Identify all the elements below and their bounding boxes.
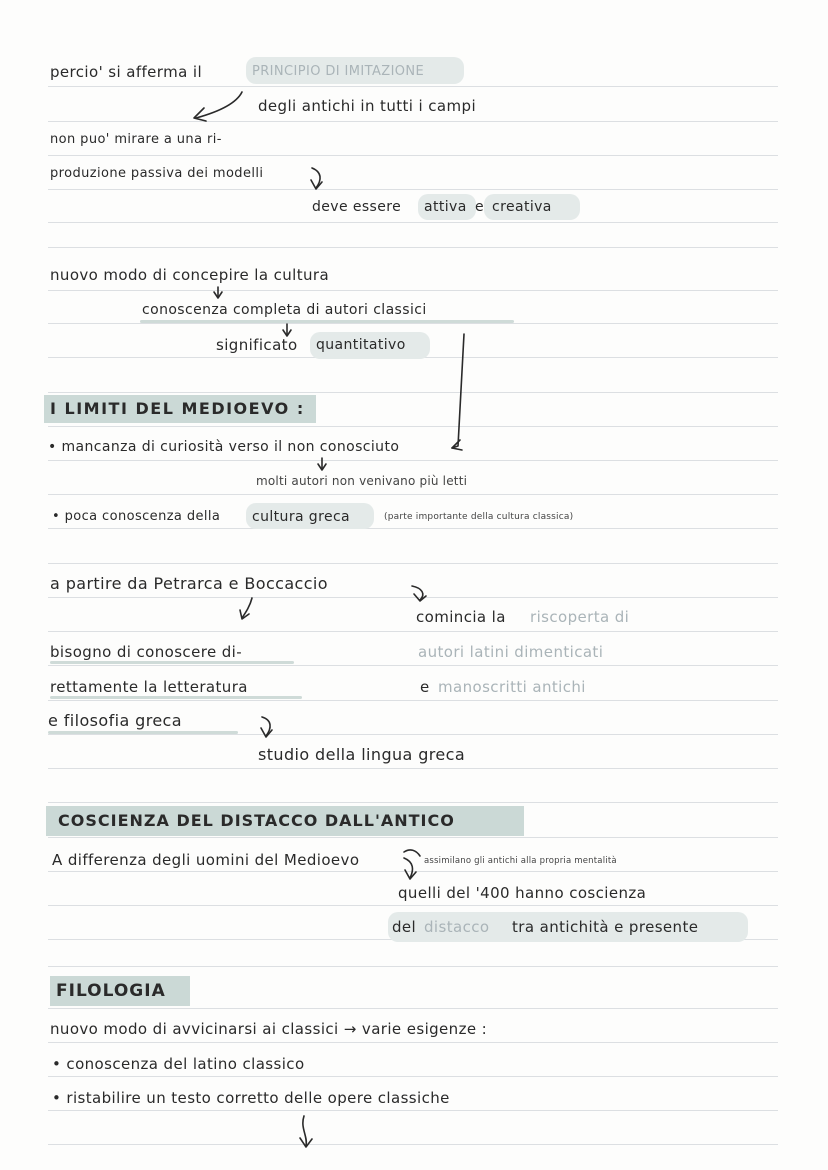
heading-filologia-text: FILOLOGIA (56, 981, 166, 1001)
arrowhead-petrarca-right (414, 594, 426, 601)
text-quantitativo: quantitativo (316, 337, 406, 353)
text-e: e (475, 199, 485, 215)
text-produzione: produzione passiva dei modelli (50, 166, 264, 181)
text-cultura-greca: cultura greca (252, 509, 351, 525)
text-non-puo: non puo' mirare a una ri- (50, 132, 222, 147)
text-molti-autori: molti autori non venivano più letti (256, 474, 468, 488)
heading-coscienza-text: COSCIENZA DEL DISTACCO DALL'ANTICO (58, 811, 455, 830)
text-parte-importante: (parte importante della cultura classica) (384, 512, 574, 522)
text-degli-antichi: degli antichi in tutti i campi (258, 97, 477, 115)
bullet-ristabilire: • ristabilire un testo corretto delle opere classiche (52, 1089, 450, 1107)
text-autori-latini: autori latini dimenticati (418, 643, 604, 661)
bullet-conoscenza-latino: • conoscenza del latino classico (52, 1055, 305, 1073)
text-petrarca: a partire da Petrarca e Boccaccio (50, 574, 328, 593)
text-a-differenza: A differenza degli uomini del Medioevo (52, 851, 360, 869)
text-conoscenza-completa: conoscenza completa di autori classici (142, 302, 427, 318)
text-distacco: distacco (424, 918, 490, 936)
text-rettamente: rettamente la letteratura (50, 678, 248, 696)
arrow-long-vertical (452, 334, 464, 448)
text-assimilano: assimilano gli antichi alla propria mentalità (424, 856, 617, 866)
text-bisogno: bisogno di conoscere di- (50, 643, 243, 661)
arrowhead-long (452, 440, 462, 450)
text-deve-essere: deve essere (312, 199, 402, 215)
text-attiva: attiva (424, 199, 467, 215)
text-riscoperta: riscoperta di (530, 608, 630, 626)
text-manoscritti: manoscritti antichi (438, 678, 586, 696)
text-nuovo-modo: nuovo modo di concepire la cultura (50, 266, 330, 284)
text-principio-imitazione: PRINCIPIO DI IMITAZIONE (252, 64, 425, 79)
text-filosofia-greca: e filosofia greca (48, 711, 182, 730)
arrowhead-principio (194, 108, 206, 121)
text-quelli-400: quelli del '400 hanno coscienza (398, 884, 647, 902)
text-studio-greca: studio della lingua greca (258, 745, 466, 764)
text-creativa: creativa (492, 199, 552, 215)
heading-limiti-text: I LIMITI DEL MEDIOEVO : (50, 399, 305, 418)
arrow-filologia-down (303, 1116, 306, 1146)
text-tra-antichita: tra antichità e presente (512, 918, 699, 936)
bullet-mancanza: • mancanza di curiosità verso il non conosciuto (48, 439, 400, 455)
text-afferma: percio' si afferma il (50, 63, 203, 81)
text-del: del (392, 918, 417, 936)
arrow-medioevo-note (404, 850, 420, 856)
text-significato: significato (216, 336, 298, 354)
text-comincia: comincia la (416, 608, 506, 626)
text-e-manoscritti: e (420, 678, 430, 696)
arrowhead-medioevo (405, 870, 416, 879)
bullet-poca-conoscenza: • poca conoscenza della (52, 509, 221, 524)
text-nuovo-avvicinarsi: nuovo modo di avvicinarsi ai classici → varie esigenze : (50, 1020, 488, 1038)
arrow-principio-to-nonpuo (196, 92, 242, 118)
